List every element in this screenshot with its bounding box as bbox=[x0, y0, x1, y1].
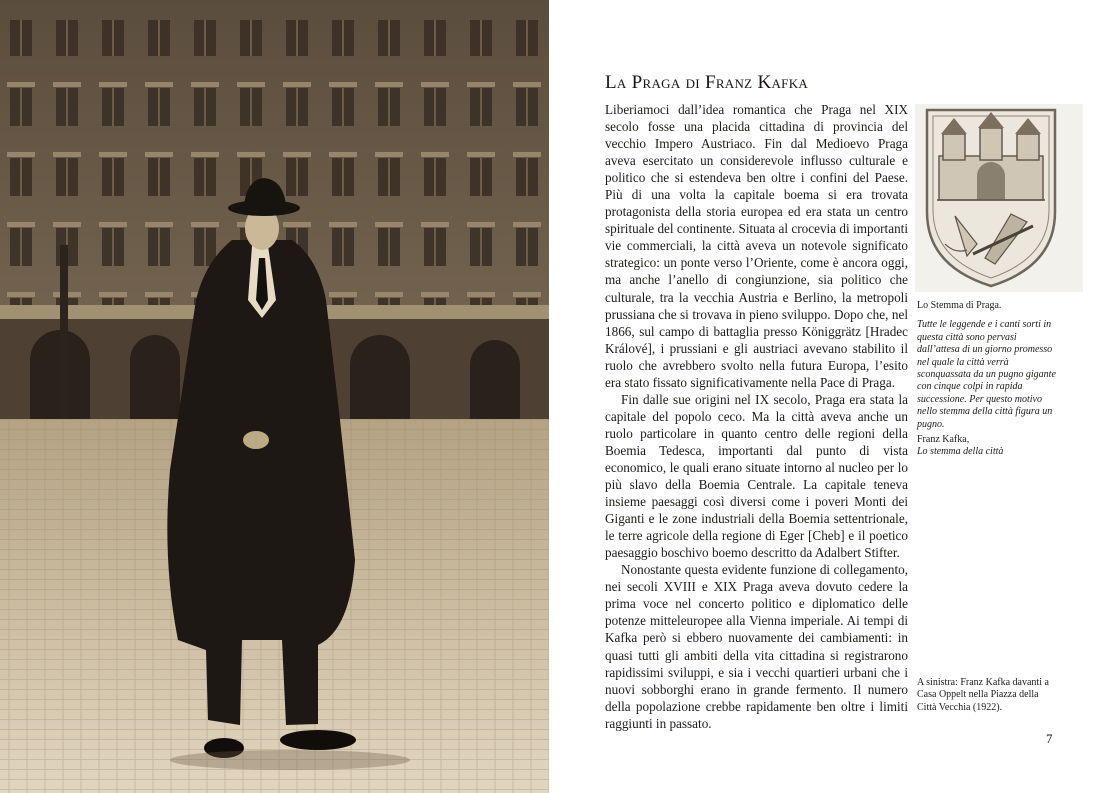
paragraph: Fin dalle sue origini nel IX secolo, Praga era stata la capitale del popolo ceco. Ma la città aveva anche un ruolo particolare in quanto centro delle regioni della Boemia Tedesca, importanti dal punto di vista economico, le quali erano situate intorno al nucleo per lo più slavo della Boemia Centrale. La capitale teneva insieme paesaggi così diversi come i poveri Monti dei Giganti e le zone industriali della Boemia settentrionale, le terre agricole della regione di Eger [Cheb] e il poetico paesaggio boschivo boemo descritto da Adalbert Stifter. bbox=[605, 391, 908, 561]
page-number: 7 bbox=[1046, 731, 1053, 746]
quote-source: Lo stemma della città bbox=[917, 446, 1004, 458]
paragraph: Liberiamoci dall’idea romantica che Praga nel XIX secolo fosse una placida cittadina di provincia del vecchio Impero Austriaco. Fin dal Medioevo Praga aveva esercitato un considerevole influsso culturale e politico che si estendeva ben oltre i confini del Paese. Più di una volta la capitale boema si era trovata protagonista della storia europea ed era stata un centro spirituale del continente. Situata al crocevia di importanti vie commerciali, la città aveva un notevole significato strategico: un ponte verso l’Oriente, come è ancora oggi, ma anche l’anello di congiunzione, sia politico che culturale, tra la vecchia Austria e Berlino, la metropoli prussiana che si trovava in pieno sviluppo. Dopo che, nel 1866, sul campo di battaglia presso Königgrätz [Hradec Králové], i prussiani e gli austriaci avevano stabilito il ruolo che avrebbero svolto nella futura Europa, l’esito era stato fissato significativamente nella Pace di Praga. bbox=[605, 102, 908, 390]
prague-coat-of-arms-image bbox=[915, 104, 1083, 292]
paragraph: Nonostante questa evidente funzione di collegamento, nei secoli XVIII e XIX Praga aveva dovuto cedere la prima voce nel concerto politico e diplomatico delle potenze mitteleuropee alla Vienna imperiale. Ai tempi di Kafka però si ebbero nuovamente dei cambiamenti: in quasi tutti gli ambiti della vita cittadina si registrarono rapidissimi sviluppi, e sia i vecchi quartieri urbani che i nuovi sobborghi erano in grande fermento. Il numero della popolazione crebbe rapidamente ben oltre i limiti raggiunti in passato. bbox=[605, 562, 908, 731]
body-text bbox=[605, 101, 908, 732]
page-title: La Praga di Franz Kafka bbox=[605, 72, 809, 93]
kafka-quote: Tutte le leggende e i canti sorti in questa città sono pervasi dall’attesa di un giorno promesso nel quale la città verrà sconquassata da un pugno gigante con cinque colpi in rapida successione. Per questo motivo nello stemma della città figura un pugno. bbox=[917, 319, 1056, 430]
crest-caption: Lo Stemma di Praga. bbox=[917, 300, 1002, 311]
quote-author: Franz Kafka, bbox=[917, 434, 970, 446]
photo-caption: A sinistra: Franz Kafka davanti a Casa Oppelt nella Piazza della Città Vecchia (1922). bbox=[917, 677, 1049, 713]
sidebar bbox=[917, 300, 1059, 459]
